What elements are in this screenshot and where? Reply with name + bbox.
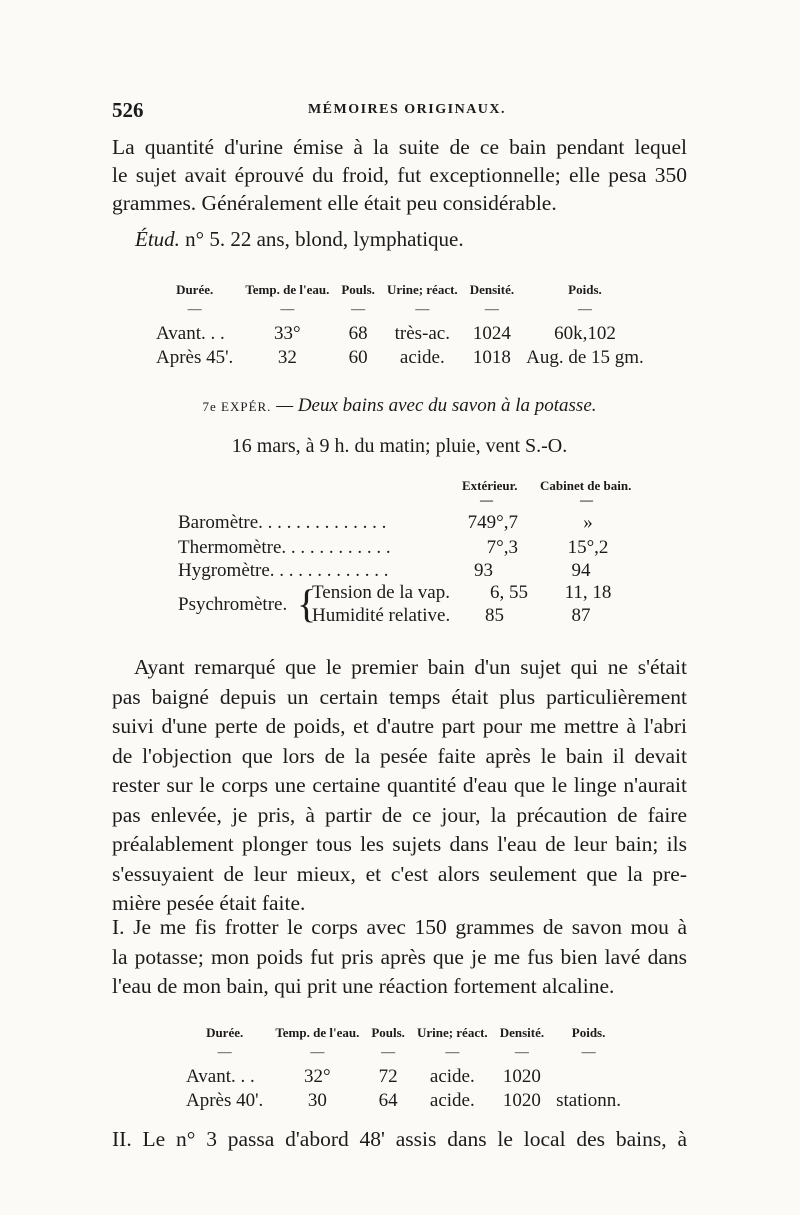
cell: Avant. . . (156, 323, 225, 344)
cell: 1020 (502, 1066, 541, 1087)
table-row (150, 322, 650, 346)
cell: Après 40'. (186, 1090, 264, 1111)
bath-table-2 (180, 1025, 627, 1113)
col-dash: — (480, 492, 493, 507)
col-dash: — (310, 1045, 325, 1060)
col-header: Poids. (571, 1025, 606, 1040)
cell: 1018 (472, 347, 511, 368)
cell: Aug. de 15 gm. (526, 347, 644, 368)
text-line: grammes. Généralement elle était peu considérable. (112, 191, 557, 215)
cell: stationn. (556, 1090, 622, 1111)
paragraph-urine (112, 133, 687, 217)
running-title: MÉMOIRES ORIGINAUX. (307, 102, 507, 117)
student-label: Étud. (135, 227, 180, 251)
page-number: 526 (112, 98, 144, 122)
table-row (150, 346, 650, 370)
cell: 64 (378, 1090, 398, 1111)
student-info: n° 5. 22 ans, blond, lymphatique. (179, 227, 464, 251)
cab-value: » (583, 512, 593, 533)
text-line: La quantité d'urine émise à la suite de ce bain pendant lequel (112, 135, 687, 159)
text-line: la potasse; mon poids fut pris après que je me fus bien lavé dans (112, 944, 687, 969)
cell: 32° (304, 1066, 331, 1087)
col-dash: — (580, 492, 593, 507)
cell: très-ac. (394, 323, 450, 344)
cell: 60k,102 (554, 323, 616, 344)
ext-value: 749°,7 (467, 512, 518, 533)
row-label: Psychromètre. (178, 594, 288, 615)
cell: 60 (348, 347, 368, 368)
cell: 30 (307, 1090, 327, 1111)
paragraph-soap (112, 913, 687, 1002)
cab-value: 87 (571, 605, 591, 626)
paragraph-method (112, 653, 687, 919)
col-header: Densité. (469, 282, 515, 297)
text-line: l'eau de mon bain, qui prit une réaction fortement alcaline. (112, 974, 615, 998)
col-header: Durée. (176, 282, 214, 297)
experiment-heading (112, 395, 687, 417)
col-header: Durée. (206, 1025, 244, 1040)
ext-value: 7°,3 (486, 537, 518, 558)
col-header: Densité. (499, 1025, 545, 1040)
cell: acide. (429, 1066, 475, 1087)
col-dash: — (577, 302, 592, 317)
table-row (180, 1089, 627, 1113)
text-line: rester sur le corps une certaine quantité d'eau que le linge n'aurait (112, 773, 687, 797)
cell: 1024 (472, 323, 511, 344)
text-line: suivi d'une perte de poids, et d'autre part pour me mettre à l'abri (112, 714, 687, 738)
col-header: Pouls. (371, 1025, 405, 1040)
cell: acide. (399, 347, 445, 368)
col-header: Urine; réact. (386, 282, 458, 297)
text-line: mière pesée était faite. (112, 891, 306, 915)
col-header: Poids. (568, 282, 602, 297)
text-line: préalablement plonger tous les sujets dans l'eau de leur bain; ils (112, 832, 687, 856)
text-line: pas enlevée, je pris, à partir de ce jour, la précaution de faire (112, 802, 687, 827)
col-dash: — (445, 1045, 460, 1060)
col-header: Temp. de l'eau. (275, 1025, 360, 1040)
row-label: Thermomètre. . . . . . . . . . . . (178, 537, 391, 558)
col-dash: — (415, 302, 430, 317)
text-line: de l'objection que lors de la pesée faite après le bain il devait (112, 743, 687, 768)
col-dash: — (351, 302, 366, 317)
cell: 33° (274, 323, 301, 344)
cab-value: 15°,2 (567, 537, 609, 558)
col-dash: — (217, 1045, 232, 1060)
text-line: s'essuyaient de leur mieux, et c'est alors seulement que la pre- (112, 861, 687, 886)
col-dash: — (280, 302, 295, 317)
row-label: Baromètre. . . . . . . . . . . . . . (178, 512, 387, 533)
cell: 72 (378, 1066, 398, 1087)
col-header: Pouls. (341, 282, 375, 297)
sub-label: Tension de la vap. (312, 582, 450, 603)
cell: 32 (277, 347, 297, 368)
text-line: Ayant remarqué que le premier bain d'un sujet qui ne s'était (134, 655, 687, 679)
col-header: Temp. de l'eau. (245, 282, 330, 297)
cell: 1020 (502, 1090, 541, 1111)
student-line (135, 227, 464, 252)
col-dash: — (514, 1045, 529, 1060)
cab-value: 11, 18 (564, 582, 612, 603)
table-row (180, 1065, 627, 1089)
cell (550, 1065, 627, 1089)
ext-value: 93 (474, 560, 493, 581)
col-dash: — (484, 302, 499, 317)
psychrometer-group (178, 582, 678, 630)
running-header (112, 98, 702, 126)
col-header-cabinet: Cabinet de bain. (540, 478, 632, 493)
text-line: II. Le n° 3 passa d'abord 48' assis dans le local des bains, à (112, 1127, 687, 1151)
col-dash: — (381, 1045, 396, 1060)
bath-table-1 (150, 282, 650, 370)
col-header: Urine; réact. (416, 1025, 488, 1040)
cell: Avant. . . (186, 1066, 255, 1087)
experiment-title: — Deux bains avec du savon à la potasse. (271, 395, 597, 416)
row-label: Hygromètre. . . . . . . . . . . . . (178, 560, 389, 581)
date-line: 16 mars, à 9 h. du matin; pluie, vent S.-O. (231, 435, 568, 457)
brace-icon: { (297, 581, 317, 626)
cab-value: 94 (571, 560, 591, 581)
ext-value: 6, 55 (490, 582, 528, 603)
cell: acide. (429, 1090, 475, 1111)
cell: Après 45'. (156, 347, 234, 368)
experiment-label: 7e EXPÉR. (202, 399, 272, 414)
ext-value: 85 (485, 605, 504, 626)
text-line: I. Je me fis frotter le corps avec 150 grammes de savon mou à (112, 915, 687, 939)
paragraph-next (112, 1125, 687, 1153)
col-dash: — (187, 302, 202, 317)
col-dash: — (581, 1045, 596, 1060)
col-header-exterieur: Extérieur. (462, 478, 518, 493)
cell: 68 (348, 323, 368, 344)
sub-label: Humidité relative. (312, 605, 451, 626)
text-line: le sujet avait éprouvé du froid, fut exceptionnelle; elle pesa 350 (112, 163, 687, 187)
text-line: pas baigné depuis un certain temps était plus particulièrement (112, 684, 687, 709)
